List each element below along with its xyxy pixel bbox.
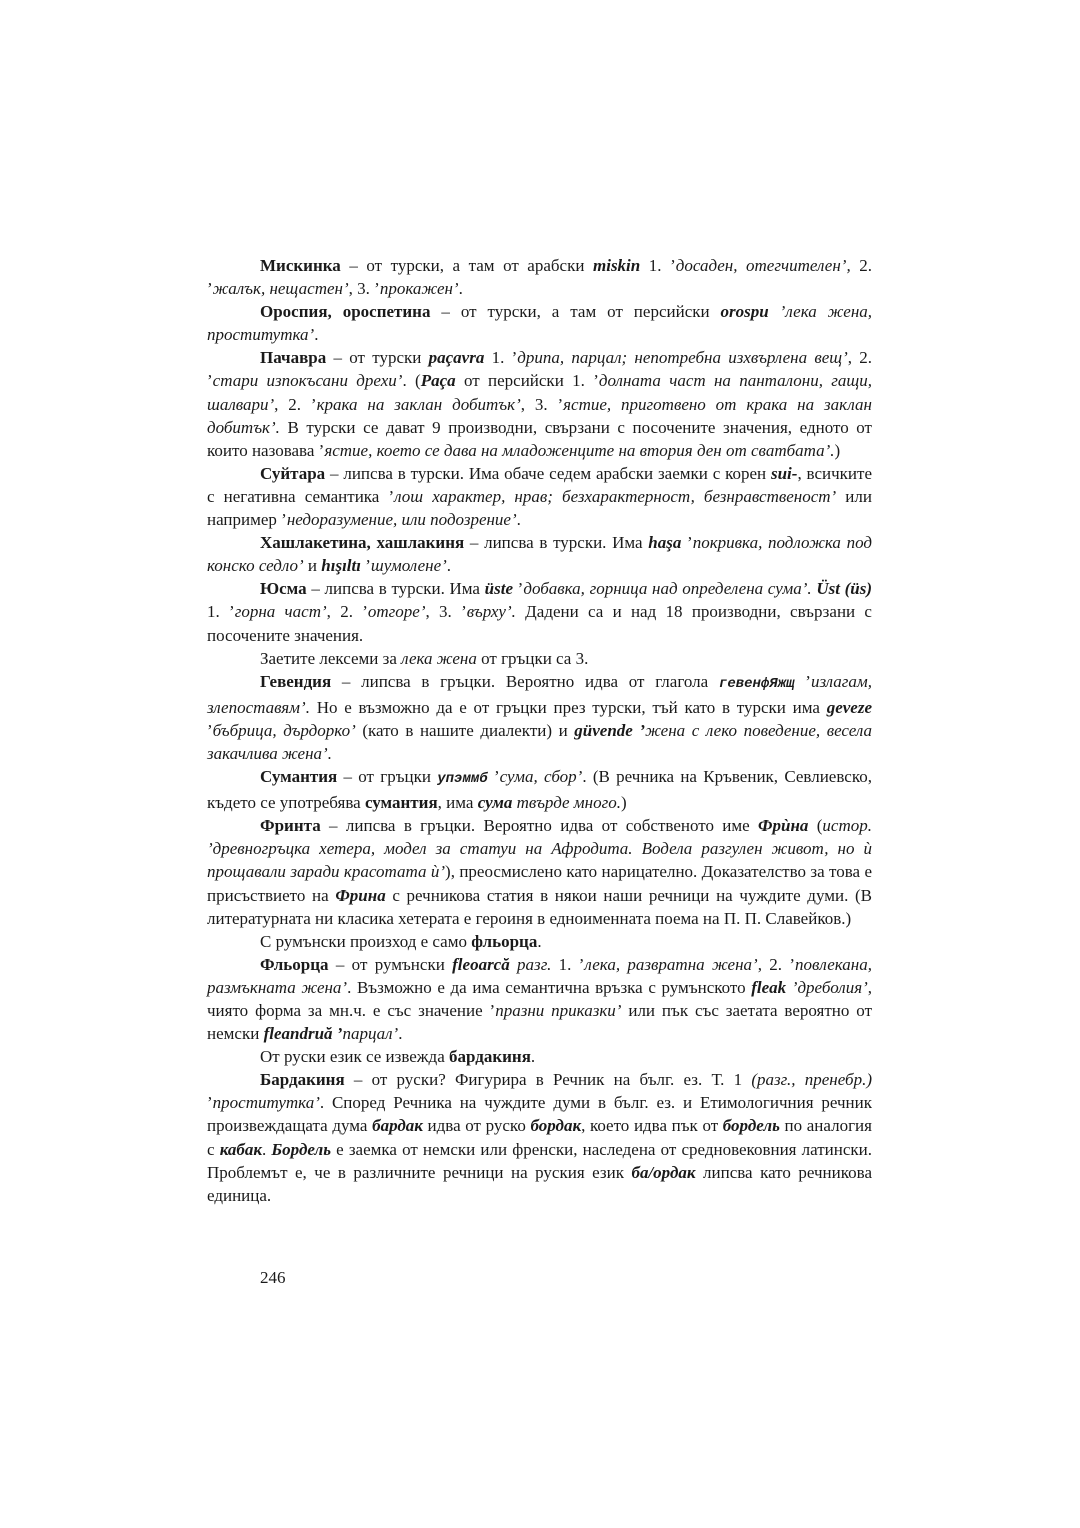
entry-gevendia: Гевендия – липсва в гръцки. Вероятно идва от глагола гевенфЯжщ ’излагам, злепоставям’. Но е възможно да е от гръцки през турски, тъй като в турски има geveze ’бъбрица, дърдорко’ (като в нашите диалекти) и güvende ’жена с леко поведение, весела закачлива жена’. [207, 671, 872, 763]
headword: Ороспия, ороспетина [260, 302, 431, 322]
body-text [207, 254, 872, 1207]
entry-bardakinya: Бардакиня – от руски? Фигурира в Речник на бълг. ез. Т. 1 (разг., пренебр.) ’проститутка’. Според Речника на чуждите думи в бълг. ез. и Етимологичния речник произвеждащата дума бардак идва от руско бордак, което идва пък от бордель по аналогия с кабак. Бордель е заемка от немски или френски, наследена от средновековния латински. Проблемът е, че в различните речници на руския език ба/ордак липсва като речникова единица. [207, 1070, 872, 1205]
etymon: geveze [826, 697, 872, 717]
etymon: paçavra [428, 348, 485, 368]
etymon: haşa [648, 533, 682, 553]
headword: Бардакиня [260, 1070, 345, 1090]
entry-sumantia: Сумантия – от гръцки упэммб ’сума, сбор’. (В речника на Кръвеник, Севлиевско, където се употребява сумантия, има сума твърде много.) [207, 767, 872, 813]
headword: Пачавра [260, 348, 327, 368]
etymon: Üst (üs) [816, 579, 872, 599]
entry-orospia: Ороспия, ороспетина – от турски, а там от персийски orospu ’лека жена, проститутка’. [207, 302, 873, 345]
etymon: hışıltı [321, 556, 361, 576]
etymon: fleandruă ’ [263, 1024, 343, 1044]
headword: Юсма [260, 579, 307, 599]
etymon: Бордель [271, 1139, 331, 1159]
etymon: ба/ордак [631, 1162, 696, 1182]
headword: Фльорца [260, 954, 329, 974]
etymon: бардак [372, 1116, 423, 1136]
headword: Фринта [260, 816, 321, 836]
etymon: бордель [722, 1116, 780, 1136]
page-number: 246 [260, 1268, 286, 1287]
greek-intro: Заетите лексеми за лека жена от гръцки са 3. [260, 648, 589, 668]
etymon: miskin [593, 256, 641, 275]
etymon: orospu [720, 302, 769, 322]
entry-pachavra: Пачавра – от турски paçavra 1. ’дрипа, парцал; непотребна изхвърлена вещ’, 2. ’стари изпокъсани дрехи’. (Paça от персийски 1. ’долната част на панталони, гащи, шалвари’, 2. ’крака на заклан добитък’, 3. ’ястие, приготвено от крака на заклан добитък’. В турски се дават 9 производни, свързани с посочените значения, едното от които назовава ’ястие, което се дава на младоженците на втория ден от сватбата’.) [207, 348, 873, 460]
headword: Гевендия [260, 671, 332, 691]
romanian-intro: С румънски произход е само фльорца. [260, 931, 542, 951]
entry-hashlaketina: Хашлакетина, хашлакиня – липсва в турски. Има haşa ’покривка, подложка под конско седло’ и hışıltı ’шумолене’. [207, 533, 872, 576]
etymon: Фрѝна [758, 816, 809, 836]
headword: Сумантия [260, 767, 338, 787]
etymon: сума [477, 793, 513, 813]
etymon: бордак [530, 1116, 582, 1136]
etymon: fleoarcă [452, 954, 510, 974]
entry-miskinka: Мискинка – от турски, а там от арабски miskin 1. ’досаден, отегчителен’, 2. ’жалък, нещастен’, 3. ’прокажен’. [207, 256, 872, 299]
etymon: гевенфЯжщ [718, 675, 795, 692]
entry-yusma: Юсма – липсва в турски. Има üste ’добавка, горница над определена сума’. Üst (üs) 1. ’горна част’, 2. ’отгоре’, 3. ’върху’. Дадени са и над 18 производни, свързани с посочените значения. [207, 579, 872, 645]
entry-frinta: Фринта – липсва в гръцки. Вероятно идва от собственото име Фрѝна (истор. ’древногръцка хетера, модел за статуи на Афродита. Водела разгулен живот, но ѝ прощавали заради красотата ѝ’), преосмислено като нарицателно. Доказателство за това е присъствието на Фрина с речникова статия в някои наши речници на чуждите думи. (В литературната ни класика хетерата е героиня в едноименната поема на П. П. Славейков.) [207, 816, 873, 928]
entry-suytara: Суйтара – липсва в турски. Има обаче седем арабски заемки с корен sui-, всичките с негативна семантика ’лош характер, нрав; безхарактерност, безнравственост’ или например ’недоразумение, или подозрение’. [207, 463, 872, 530]
headword: Суйтара [260, 463, 326, 483]
etymon: sui- [770, 463, 798, 483]
entry-flyortsa: Фльорца – от румънски fleoarcă разг. 1. ’лека, развратна жена’, 2. ’повлекана, размъкната жена’. Възможно е да има семантична връзка с румънското fleak ’дреболия’, чиято форма за мн.ч. е със значение ’празни приказки’ или пък със заетата вероятно от немски fleandruă ’парцал’. [207, 954, 873, 1044]
russian-intro: От руски език се извежда бардакиня. [260, 1047, 536, 1067]
etymon: упэммб [437, 771, 488, 788]
etymon: fleak [751, 977, 787, 997]
headword: Хашлакетина, хашлакиня [260, 533, 465, 553]
etymon: кабак [219, 1139, 262, 1159]
etymon: üste [484, 579, 513, 599]
etymon: Paça [420, 371, 456, 391]
headword: Мискинка [260, 256, 341, 275]
etymon: güvende ’ [574, 720, 646, 740]
etymon: Фрина [335, 885, 386, 905]
